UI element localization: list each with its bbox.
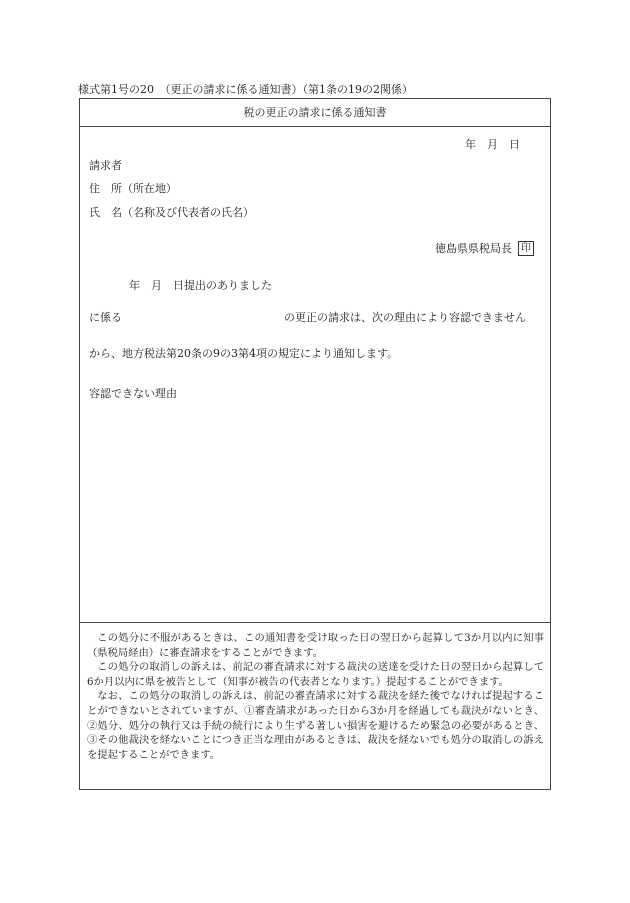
notice-paragraph: この処分に不服があるときは、この通知書を受け取った日の翌日から起算して3か月以内に知事（県税局経由）に審査請求をすることができます。 <box>87 632 544 659</box>
form-title: 税の更正の請求に係る通知書 <box>80 99 550 127</box>
seal-mark: 印 <box>518 241 534 256</box>
requester-label: 請求者 <box>89 159 122 172</box>
notice-form <box>79 98 551 790</box>
issuer-block <box>435 240 534 256</box>
date-line: 年 月 日 <box>465 138 520 151</box>
issuer-name: 徳島県県税局長 <box>435 242 512 255</box>
appeal-notice <box>80 622 550 789</box>
body-line-2: から、地方税法第20条の9の3第4項の規定により通知します。 <box>89 347 399 360</box>
submitted-date-line: 年 月 日提出のありました <box>129 279 272 292</box>
form-number: 様式第1号の20 （更正の請求に係る通知書）（第1条の19の2関係） <box>78 83 413 96</box>
reason-label: 容認できない理由 <box>89 387 177 400</box>
body-line-1-text: の更正の請求は、次の理由により容認できません <box>284 311 526 324</box>
notice-paragraph: この処分の取消しの訴えは、前記の審査請求に対する裁決の送達を受けた日の翌日から起算して6か月以内に県を被告として（知事が被告の代表者となります。）提起することができます。 <box>87 661 544 688</box>
body-line-1-prefix: に係る <box>89 311 122 324</box>
address-label: 住 所（所在地） <box>89 182 177 195</box>
notice-paragraph: なお、この処分の取消しの訴えは、前記の審査請求に対する裁決を経た後でなければ提起することができないとされていますが、①審査請求があった日から3か月を経過しても裁決がないとき、②処分、処分の執行又は手続の続行により生ずる著しい損害を避けるため緊急の必要があるとき、③その他裁決を経ないことにつき正当な理由があるときは、裁決を経ないでも処分の取消しの訴えを提起することができます。 <box>87 690 544 761</box>
name-label: 氏 名（名称及び代表者の氏名） <box>89 206 254 219</box>
